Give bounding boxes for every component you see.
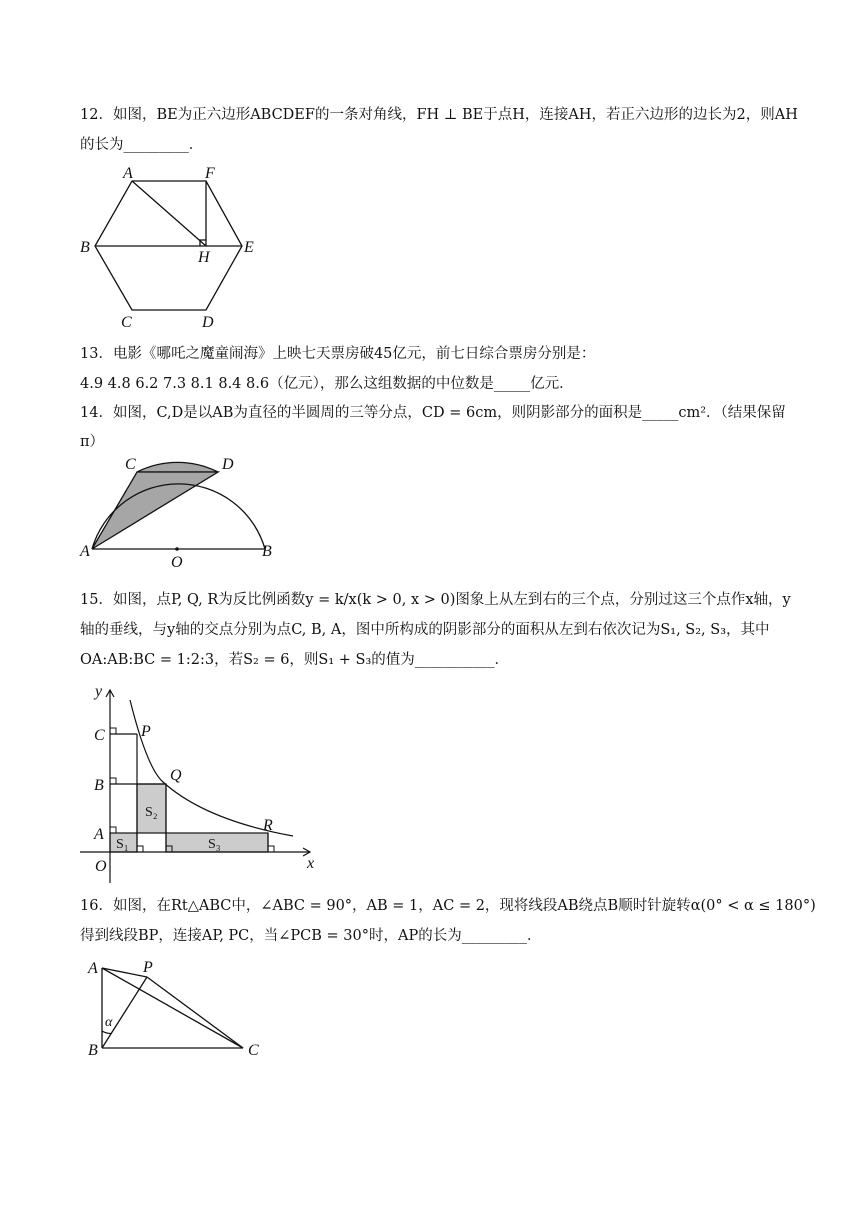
label-y: y — [95, 683, 103, 700]
right-angle-a — [110, 827, 116, 833]
label-h: H — [198, 249, 210, 266]
q14-text-line1: 14．如图，C,D是以AB为直径的半圆周的三等分点，CD = 6cm，则阴影部分的面积是_____cm²．（结果保留 — [80, 405, 786, 421]
q15-text-line2: 轴的垂线，与y轴的交点分别为点C, B, A，图中所构成的阴影部分的面积从左到右依次记为S₁, S₂, S₃，其中 — [80, 622, 770, 638]
center-point-o — [175, 547, 179, 551]
label-o: O — [95, 858, 107, 875]
label-r: R — [263, 817, 273, 834]
right-angle-p — [137, 846, 143, 852]
label-b: B — [94, 777, 104, 794]
label-a: A — [123, 165, 133, 182]
q15-text-line1: 15．如图，点P, Q, R为反比例函数y = k/x(k > 0, x > 0)图象上从左到右的三个点，分别过这三个点作x轴，y — [80, 592, 791, 608]
label-e: E — [244, 239, 254, 256]
label-c: C — [125, 456, 136, 473]
label-a: A — [88, 960, 98, 977]
label-c: C — [248, 1042, 259, 1059]
label-f: F — [205, 165, 215, 182]
q14-semicircle-figure — [75, 455, 285, 570]
segment-bp — [102, 977, 147, 1048]
label-a: A — [94, 826, 104, 843]
label-b: B — [262, 543, 272, 560]
label-s2: S₂ — [145, 805, 158, 820]
q13-text-line1: 13．电影《哪吒之魔童闹海》上映七天票房破45亿元，前七日综合票房分别是： — [80, 346, 596, 362]
label-d: D — [202, 314, 214, 331]
label-alpha: α — [105, 1015, 113, 1030]
label-b: B — [88, 1042, 98, 1059]
q12-text-line2: 的长为_________． — [80, 137, 204, 153]
shaded-triangle — [92, 472, 218, 549]
label-c: C — [121, 314, 132, 331]
segment-ah — [132, 181, 206, 246]
segment-ac — [102, 968, 243, 1048]
label-c: C — [94, 727, 105, 744]
q13-text-line2: 4.9 4.8 6.2 7.3 8.1 8.4 8.6（亿元），那么这组数据的中位数是_____亿元． — [80, 376, 574, 392]
label-s3: S₃ — [208, 837, 221, 852]
q15-text-line3: OA:AB:BC = 1:2:3，若S₂ = 6，则S₁ + S₃的值为___________． — [80, 652, 510, 668]
shaded-circle-segment — [137, 462, 218, 472]
label-q: Q — [170, 767, 182, 784]
right-angle-r — [268, 846, 274, 852]
segment-pc — [147, 977, 243, 1048]
q12-hexagon-figure — [70, 160, 270, 335]
q16-text-line1: 16．如图，在Rt△ABC中，∠ABC = 90°，AB = 1，AC = 2，现将线段AB绕点B顺时针旋转α(0° < α ≤ 180°) — [80, 898, 816, 914]
right-angle-c — [110, 728, 116, 734]
label-p: P — [141, 723, 151, 740]
label-a: A — [80, 543, 90, 560]
label-s1: S₁ — [116, 837, 129, 852]
q12-text-line1: 12．如图，BE为正六边形ABCDEF的一条对角线，FH ⊥ BE于点H，连接AH，若正六边形的边长为2，则AH — [80, 107, 798, 123]
q15-inverse-function-figure — [75, 678, 325, 888]
label-p: P — [143, 959, 153, 976]
right-angle-b — [110, 778, 116, 784]
alpha-arc — [102, 1031, 111, 1034]
label-d: D — [222, 456, 234, 473]
q14-text-line2: π） — [80, 434, 105, 450]
q16-text-line2: 得到线段BP，连接AP, PC，当∠PCB = 30°时，AP的长为_________． — [80, 928, 542, 944]
label-o: O — [171, 554, 183, 570]
q16-triangle-figure — [80, 955, 280, 1065]
label-x: x — [307, 855, 315, 872]
label-b: B — [80, 239, 90, 256]
